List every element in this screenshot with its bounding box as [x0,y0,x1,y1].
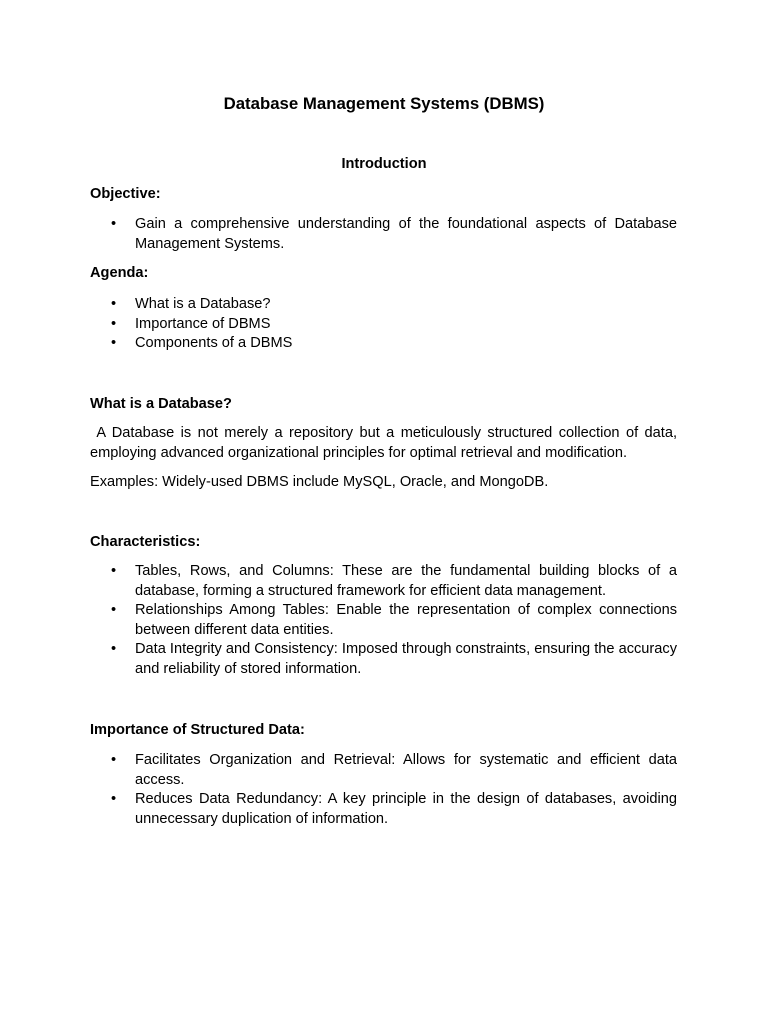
bullet-icon: • [111,563,117,579]
document-title: Database Management Systems (DBMS) [223,94,545,113]
list-item: • Reduces Data Redundancy: A key principle in the design of databases, avoiding unnecessary duplication of information. [111,791,677,827]
objective-list [90,215,677,254]
bullet-icon: • [111,752,117,768]
characteristics-list [90,562,677,679]
agenda-heading: Agenda: [90,265,149,281]
bullet-icon: • [111,315,117,332]
section-subtitle: Introduction [341,156,427,172]
bullet-icon: • [111,602,117,618]
list-item: • Data Integrity and Consistency: Imposed through constraints, ensuring the accuracy and reliability of stored information. [111,641,677,677]
list-item: • Components of a DBMS [90,334,677,354]
bullet-icon: • [111,216,117,232]
list-item: • What is a Database? [90,295,677,315]
characteristics-heading: Characteristics: [90,534,201,550]
examples-paragraph: Examples: Widely-used DBMS include MySQL, Oracle, and MongoDB. [90,474,549,490]
bullet-icon: • [111,791,117,807]
importance-list [90,751,677,829]
what-is-database-paragraph: A Database is not merely a repository but a meticulously structured collection of data, employing advanced organizational principles for optimal retrieval and modification. [90,425,682,461]
list-item: • Importance of DBMS [90,315,677,335]
what-is-database-heading: What is a Database? [90,396,232,412]
objective-heading: Objective: [90,186,161,202]
agenda-list [90,295,677,354]
list-item: • Facilitates Organization and Retrieval: Allows for systematic and efficient data access. [111,752,677,788]
bullet-icon: • [111,296,117,312]
list-item: • Relationships Among Tables: Enable the representation of complex connections between different data entities. [111,602,677,638]
importance-heading: Importance of Structured Data: [90,722,305,738]
bullet-icon: • [111,641,117,657]
list-item: • Tables, Rows, and Columns: These are the fundamental building blocks of a database, forming a structured framework for efficient data management. [111,563,677,599]
list-item: • Gain a comprehensive understanding of the foundational aspects of Database Management Systems. [111,216,677,252]
bullet-icon: • [111,335,117,351]
